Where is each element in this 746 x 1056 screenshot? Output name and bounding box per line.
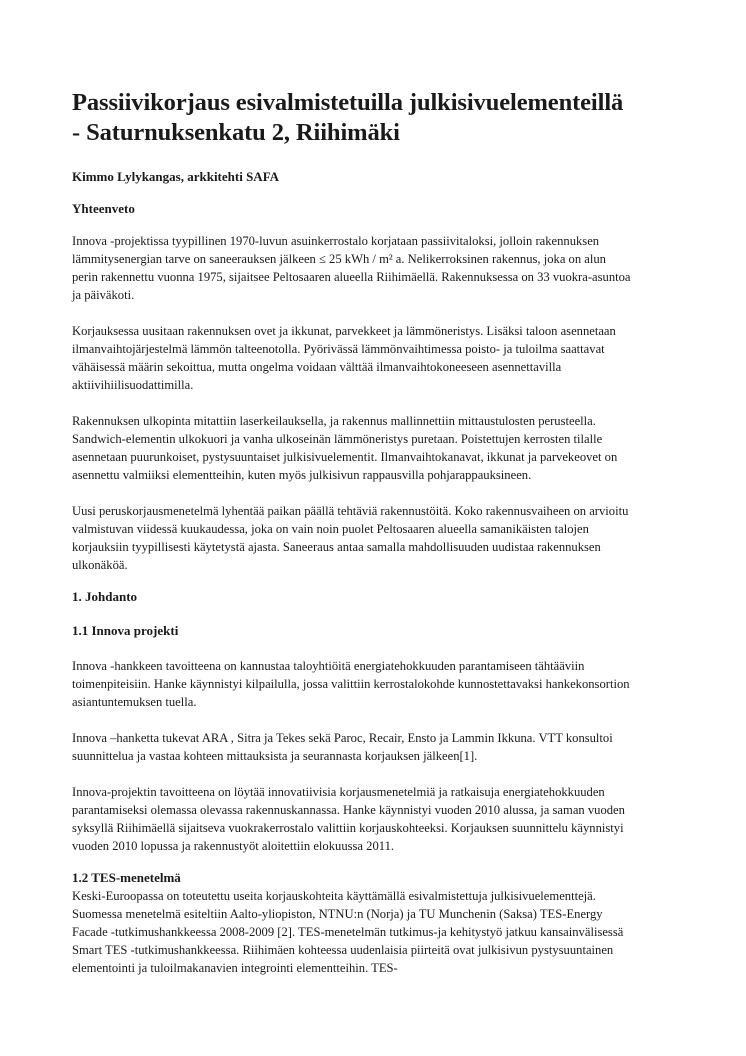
subsection-heading-tes: 1.2 TES-menetelmä — [72, 870, 181, 885]
document-title: Passiivikorjaus esivalmistetuilla julkisivuelementeillä - Saturnuksenkatu 2, Riihimäki — [72, 89, 624, 146]
summary-paragraph: Korjauksessa uusitaan rakennuksen ovet ja ikkunat, parvekkeet ja lämmöneristys. Lisäksi taloon asennetaan ilmanvaihtojärjestelmä lämmön talteenotolla. Pyörivässä lämmönvaihtimessa poisto- ja tuloilma saattavat vähäisessä määrin sekoittua, mutta ongelma voidaan välttää ilmanvaihtokoneeseen asennettavilla aktiivihiilisuodattimilla. — [72, 324, 616, 392]
summary-paragraph: Rakennuksen ulkopinta mitattiin laserkeilauksella, ja rakennus mallinnettiin mittaustulosten perusteella. Sandwich-elementin ulkokuori ja vanha ulkoseinän lämmöneristys puretaan. Poistettujen kerrosten tilalle asennetaan puurunkoiset, pystysuuntaiset julkisivuelementit. Ilmanvaihtokanavat, ikkunat ja parvekeovet on asennettu valmiiksi elementteihin, kuten myös julkisivun rappausvilla pohjarappauksineen. — [72, 414, 618, 482]
innova-paragraph: Innova -hankkeen tavoitteena on kannustaa taloyhtiöitä energiatehokkuuden parantamiseen tähtääviin toimenpiteisiin. Hanke käynnistyi kilpailulla, jossa valittiin kerrostalokohde kunnostettavaksi hankekonsortion asiantuntemuksen tuella. — [72, 659, 630, 709]
author-line: Kimmo Lylykangas, arkkitehti SAFA — [72, 169, 280, 184]
section-heading-introduction: 1. Johdanto — [72, 589, 138, 604]
tes-paragraph: Keski-Euroopassa on toteutettu useita korjauskohteita käyttämällä esivalmistettuja julkisivuelementtejä. Suomessa menetelmä esiteltiin Aalto-yliopiston, NTNU:n (Norja) ja TU Munchenin (Saksa) TES-Energy Facade -tutkimushankkeessa 2008-2009 [2]. TES-menetelmän tutkimus-ja kehitystyö jatkuu kansainvälisessä Smart TES -tutkimushankkeessa. Riihimäen kohteessa uudenlaisia piirteitä ovat julkisivun pystysuuntainen elementointi ja tuloilmakanavien integrointi elementteihin. TES- — [72, 889, 624, 975]
innova-paragraph: Innova –hanketta tukevat ARA , Sitra ja Tekes sekä Paroc, Recair, Ensto ja Lammin Ikkuna. VTT konsultoi suunnittelua ja vastaa kohteen mittauksista ja seurannasta korjauksen jälkeen[1]. — [72, 731, 613, 763]
summary-paragraph: Innova -projektissa tyypillinen 1970-luvun asuinkerrostalo korjataan passiivitaloksi, jolloin rakennuksen lämmitysenergian tarve on saneerauksen jälkeen ≤ 25 kWh / m² a. Nelikerroksinen rakennus, joka on alun perin rakennettu vuonna 1975, sijaitsee Peltosaaren alueella Riihimäellä. Rakennuksessa on 33 vuokra-asuntoa ja päiväkoti. — [72, 234, 631, 302]
innova-paragraph: Innova-projektin tavoitteena on löytää innovatiivisia korjausmenetelmiä ja ratkaisuja energiatehokkuuden parantamiseksi olemassa olevassa rakennuskannassa. Hanke käynnistyi vuoden 2010 alussa, ja saman vuoden syksyllä Riihimäellä sijaitseva vuokrakerrostalo valittiin korjauskohteeksi. Korjauksen suunnittelu käynnistyi vuoden 2010 lopussa ja rakennustyöt aloitettiin elokuussa 2011. — [72, 785, 625, 853]
summary-heading: Yhteenveto — [72, 201, 135, 216]
subsection-heading-innova: 1.1 Innova projekti — [72, 623, 179, 638]
summary-paragraph: Uusi peruskorjausmenetelmä lyhentää paikan päällä tehtäviä rakennustöitä. Koko rakennusvaiheen on arvioitu valmistuvan viidessä kuukaudessa, joka on vain noin puolet Peltosaaren alueella samanikäisten talojen korjauksiin tyypillisesti käytetystä ajasta. Saneeraus antaa samalla mahdollisuuden uudistaa rakennuksen ulkonäköä. — [72, 504, 629, 572]
